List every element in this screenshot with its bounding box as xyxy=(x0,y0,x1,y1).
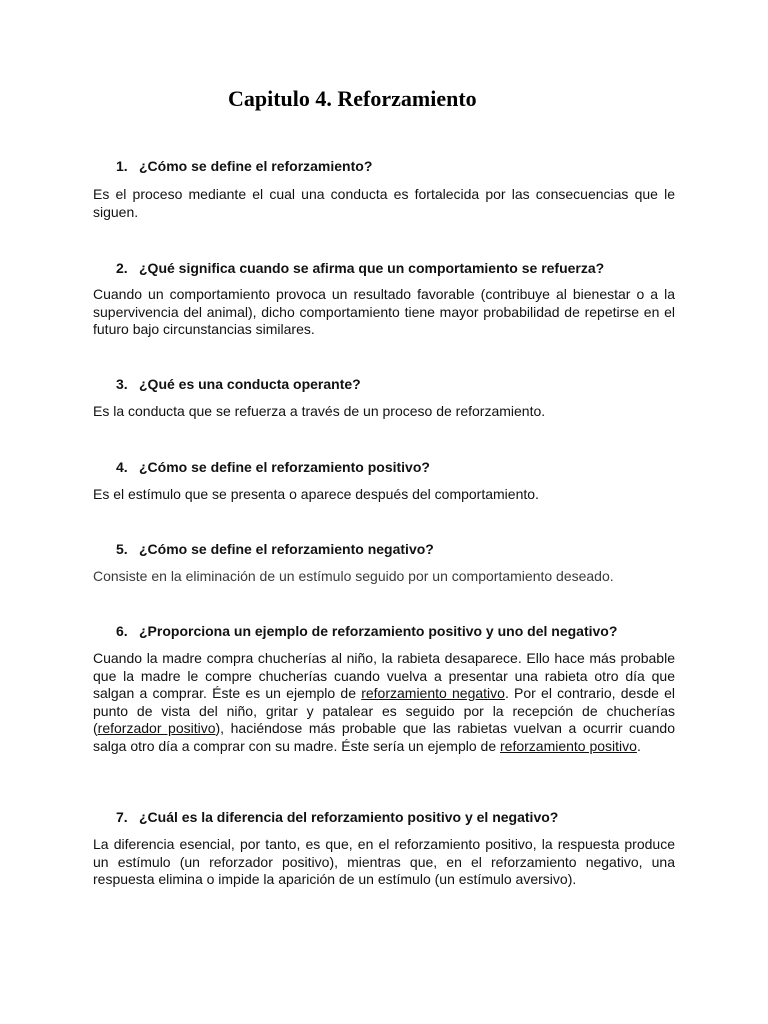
answer-5: Consiste en la eliminación de un estímulo seguido por un comportamiento deseado. xyxy=(93,568,614,584)
question-5 xyxy=(116,540,434,558)
question-number: 1. xyxy=(116,158,128,174)
question-text: ¿Qué significa cuando se afirma que un comportamiento se refuerza? xyxy=(139,260,605,276)
question-text: ¿Cuál es la diferencia del reforzamiento positivo y el negativo? xyxy=(139,809,559,825)
underlined-term: reforzador positivo xyxy=(97,720,216,736)
question-3 xyxy=(116,375,361,393)
question-number: 3. xyxy=(116,376,128,392)
answer-6 xyxy=(93,650,675,755)
answer-text: Cuando la madre compra chucherías al niño, la rabieta desaparece. Ello hace más probable que la madre le compre chucherías cuando vuelva a presentar una rabieta otro día que salgan a comprar. Éste es un ejemplo de xyxy=(93,650,675,701)
underlined-term: reforzamiento negativo xyxy=(361,685,505,701)
question-text: ¿Qué es una conducta operante? xyxy=(139,376,361,392)
question-text: ¿Cómo se define el reforzamiento negativo? xyxy=(139,541,434,557)
answer-2: Cuando un comportamiento provoca un resultado favorable (contribuye al bienestar o a la supervivencia del animal), dicho comportamiento tiene mayor probabilidad de repetirse en el futuro bajo circunstancias similares. xyxy=(93,286,675,337)
question-number: 7. xyxy=(116,809,128,825)
question-text: ¿Proporciona un ejemplo de reforzamiento positivo y uno del negativo? xyxy=(139,623,618,639)
underlined-term: reforzamiento positivo xyxy=(500,737,637,754)
answer-text: ), haciéndose más probable que las rabietas vuelvan a ocurrir cuando salga otro día a comprar con su madre. Éste sería un ejemplo de xyxy=(93,720,675,754)
question-number: 6. xyxy=(116,623,128,639)
answer-7: La diferencia esencial, por tanto, es que, en el reforzamiento positivo, la respuesta produce un estímulo (un reforzador positivo), mientras que, en el reforzamiento negativo, una respuesta elimina o impide la aparición de un estímulo (un estímulo aversivo). xyxy=(93,836,675,887)
question-7 xyxy=(116,808,558,826)
question-2 xyxy=(116,259,604,277)
answer-3: Es la conducta que se refuerza a través de un proceso de reforzamiento. xyxy=(93,403,546,419)
question-6 xyxy=(116,622,617,640)
answer-1: Es el proceso mediante el cual una conducta es fortalecida por las consecuencias que le siguen. xyxy=(93,186,675,220)
page-title: Capitulo 4. Reforzamiento xyxy=(228,86,477,111)
question-4 xyxy=(116,458,430,476)
question-number: 4. xyxy=(116,459,128,475)
answer-text: . xyxy=(636,737,641,754)
answer-4: Es el estímulo que se presenta o aparece después del comportamiento. xyxy=(93,486,539,502)
question-text: ¿Cómo se define el reforzamiento? xyxy=(139,158,373,174)
question-text: ¿Cómo se define el reforzamiento positivo? xyxy=(139,459,430,475)
answer-text: . Por el contrario, desde el punto de vista del niño, gritar y patalear es seguido por la recepción de chucherías ( xyxy=(93,685,676,736)
question-number: 5. xyxy=(116,541,128,557)
question-1 xyxy=(116,157,372,175)
question-number: 2. xyxy=(116,260,128,276)
